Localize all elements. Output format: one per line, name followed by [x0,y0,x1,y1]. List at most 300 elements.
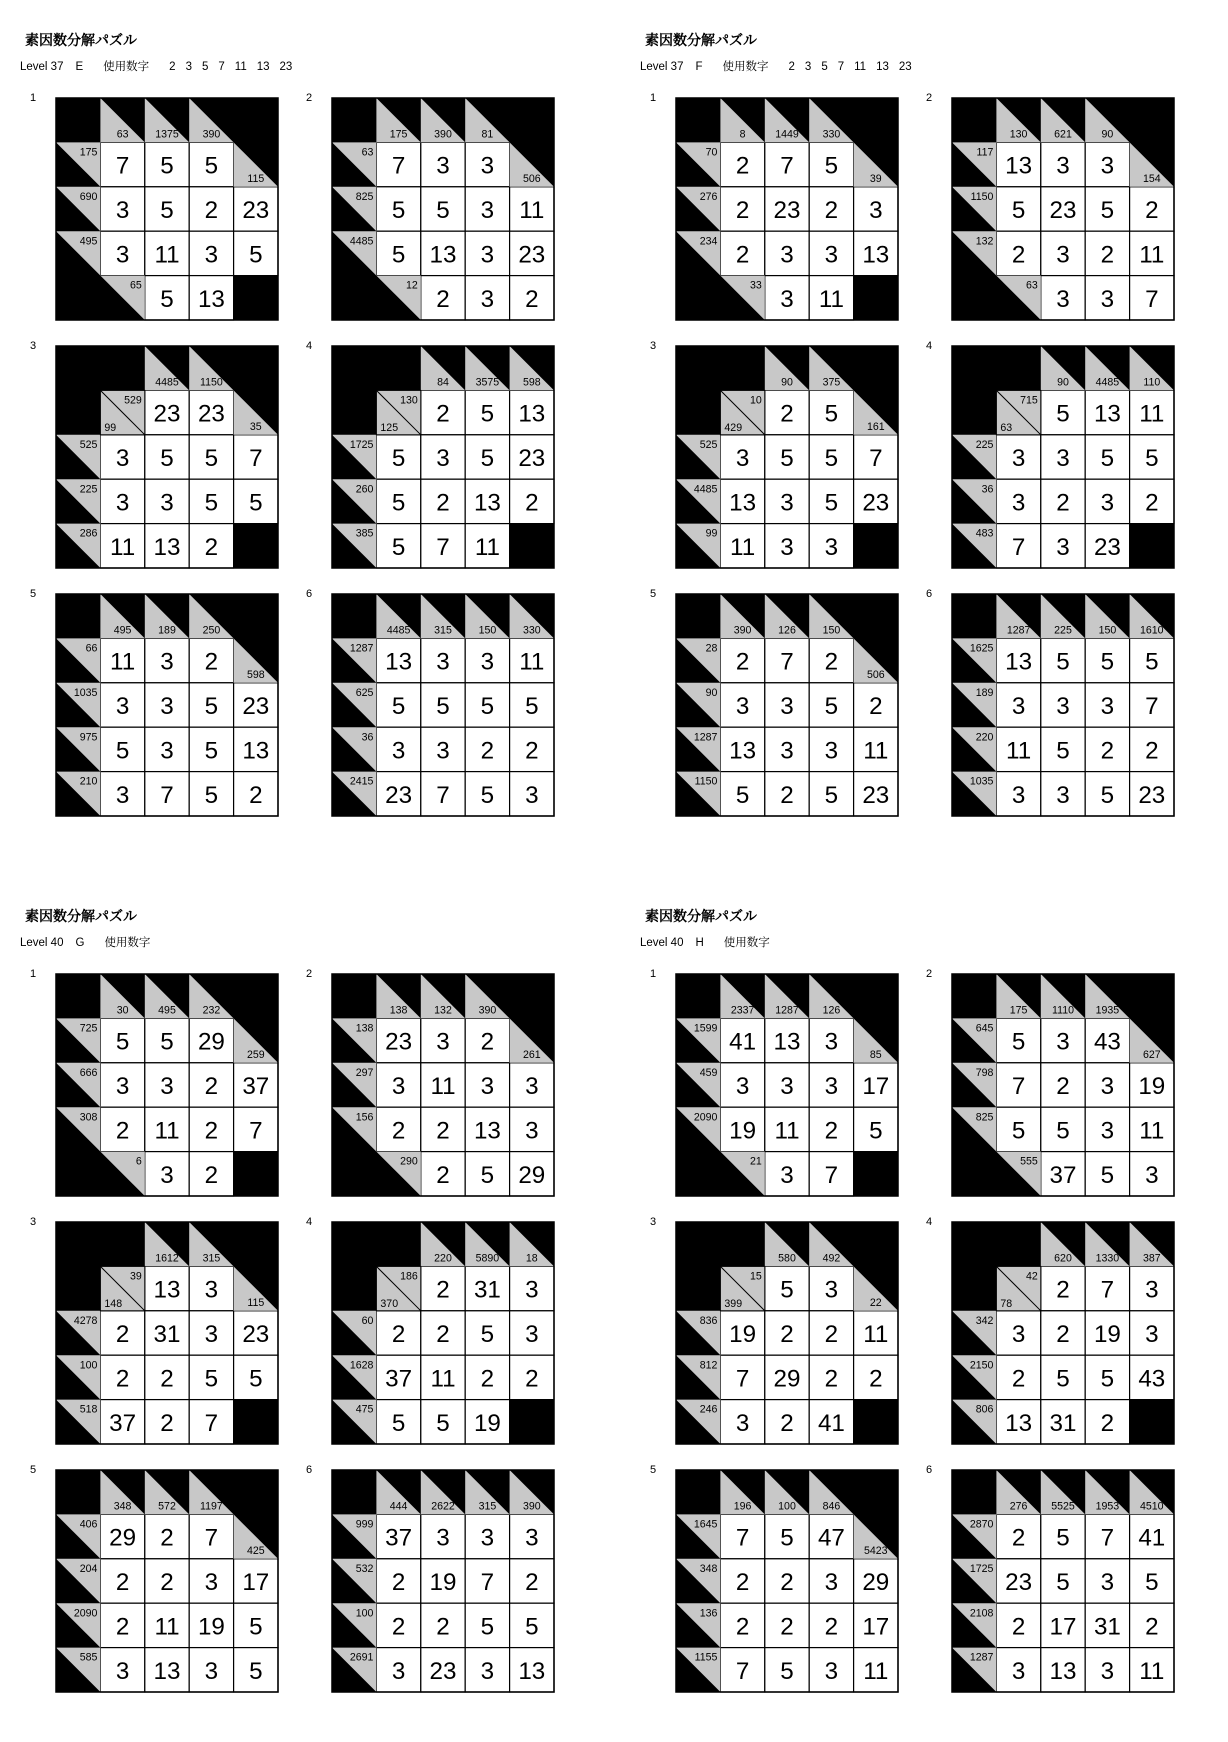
column-clue: 63 [116,128,129,141]
row-clue: 518 [79,1403,98,1416]
puzzle-number: 5 [650,1464,657,1476]
row-clue: 1287 [349,642,374,655]
puzzle-svg [332,1470,554,1692]
cell-number: 5 [824,693,839,721]
cell-number: 23 [385,1028,413,1056]
column-clue: 315 [478,1500,497,1513]
puzzle-number: 2 [926,92,933,104]
cell-number: 7 [204,1524,219,1552]
section-subtitle [640,934,770,950]
column-clue: 138 [389,1004,408,1017]
cell-number: 31 [1049,1409,1077,1437]
cell-number: 5 [824,781,839,809]
cell-number: 7 [160,781,174,809]
cell-number: 2 [525,489,539,517]
cell-number: 5 [204,1365,219,1393]
cell-number: 2 [391,1569,406,1597]
cell-number: 5 [780,445,794,473]
puzzle-grid [332,1470,554,1692]
cell-number: 5 [1056,400,1070,428]
cell-number: 2 [160,1409,174,1437]
row-clue: 65 [129,279,142,292]
column-clue: 100 [778,1500,796,1513]
row-clue: 1599 [693,1022,718,1035]
column-clue: 232 [202,1004,221,1017]
cell-number: 11 [519,197,545,225]
row-clue: 1150 [970,190,994,203]
cell-number: 2 [1056,1073,1070,1101]
column-clue: 598 [522,376,541,389]
puzzle-grid [952,594,1174,816]
row-clue: 1725 [349,438,374,451]
cell-number: 3 [436,152,450,180]
cell-number: 5 [249,1613,263,1641]
cell-number: 2 [480,1365,495,1393]
cell-number: 2 [1056,1276,1070,1304]
row-clue: 70 [705,146,718,159]
cell-number: 11 [430,1073,456,1101]
cell-number: 7 [1100,1276,1115,1304]
row-clue: 225 [975,438,994,451]
column-clue: 8 [739,128,746,141]
row-clue: 4278 [73,1314,98,1327]
cell-number: 23 [242,693,270,721]
column-clue: 90 [1057,376,1069,389]
column-clue: 81 [481,128,494,141]
cell-number: 2 [735,648,750,676]
cell-number: 2 [1145,1613,1159,1641]
cell-number: 5 [204,445,219,473]
cell-number: 23 [242,1321,270,1349]
cell-number: 3 [160,489,174,517]
row-clue: 342 [975,1314,994,1327]
column-clue: 115 [247,1296,265,1309]
column-clue: 330 [822,128,841,141]
cell-number: 5 [1056,737,1070,765]
cell-number: 7 [780,648,794,676]
cell-number: 7 [480,1569,495,1597]
cell-number: 2 [869,1365,883,1393]
row-clue: 220 [975,731,994,744]
cell-number: 2 [1145,737,1159,765]
puzzle-number: 2 [306,92,313,104]
set-label: F [695,61,703,73]
cell-number: 3 [160,737,174,765]
puzzle-grid [676,346,898,568]
cell-number: 2 [436,489,450,517]
row-clue: 1287 [969,1651,994,1664]
cell-number: 11 [1139,1657,1165,1685]
column-clue: 150 [1098,624,1117,637]
cell-number: 3 [780,241,794,269]
cell-number: 2 [480,737,495,765]
cell-number: 5 [436,693,450,721]
cell-number: 3 [780,1073,794,1101]
cell-number: 2 [249,781,263,809]
column-clue: 1287 [1006,624,1031,637]
cell-number: 11 [730,533,756,561]
cell-number: 13 [518,1657,546,1685]
column-clue: 390 [202,128,221,141]
cell-number: 3 [480,1657,495,1685]
digits-label: 使用数字 [103,61,150,73]
column-clue: 1110 [1052,1004,1074,1017]
column-clue: 348 [113,1500,132,1513]
cell-number: 3 [480,197,495,225]
cell-number: 2 [204,1161,219,1189]
row-clue: 348 [699,1562,718,1575]
cell-number: 13 [385,648,413,676]
puzzle-svg [56,1222,278,1444]
cell-number: 3 [735,1073,750,1101]
cell-number: 2 [1100,241,1115,269]
cell-number: 5 [824,445,839,473]
puzzle-grid [676,1470,898,1692]
column-clue: 1287 [775,1004,799,1017]
column-clue: 492 [822,1252,841,1265]
cell-number: 13 [1005,648,1033,676]
column-clue: 330 [522,624,541,637]
column-clue: 90 [781,376,793,389]
row-clue: 2090 [73,1607,98,1620]
cell-number: 5 [160,197,174,225]
cell-number: 2 [824,1117,839,1145]
column-clue: 39 [869,172,882,185]
cell-number: 11 [154,241,180,269]
cell-number: 3 [1100,1117,1115,1145]
cell-number: 3 [525,1524,539,1552]
cell-number: 13 [473,489,501,517]
cell-number: 2 [115,1117,130,1145]
cell-number: 37 [385,1365,413,1393]
cell-number: 2 [780,1321,794,1349]
cell-number: 13 [1005,152,1033,180]
row-clue: 100 [79,1359,98,1372]
corner-lower-clue: 148 [104,1297,123,1310]
row-clue: 21 [749,1155,762,1168]
row-clue: 999 [355,1518,374,1531]
cell-number: 13 [197,285,225,313]
cell-number: 5 [480,1161,495,1189]
cell-number: 2 [1011,241,1026,269]
puzzle-grid [332,1222,554,1444]
puzzle-grid [952,346,1174,568]
section-subtitle [640,58,912,74]
column-clue: 1449 [775,128,799,141]
cell-number: 7 [869,445,883,473]
cell-number: 3 [115,445,130,473]
cell-number: 3 [204,1569,219,1597]
cell-number: 2 [1011,1524,1026,1552]
row-clue: 806 [975,1403,994,1416]
puzzle-grid [332,98,554,320]
corner-upper-clue: 186 [400,1270,418,1283]
puzzle-grid [56,1222,278,1444]
puzzle-number: 6 [306,1464,313,1476]
cell-number: 3 [1011,1321,1026,1349]
cell-number: 3 [1100,285,1115,313]
cell-number: 11 [110,533,136,561]
puzzle-svg [952,98,1174,320]
digits-label: 使用数字 [722,61,769,73]
cell-number: 11 [1139,1117,1165,1145]
digit-value: 7 [837,61,845,73]
puzzle-svg [952,1470,1174,1692]
column-clue: 110 [1143,376,1161,389]
cell-number: 7 [1145,693,1159,721]
cell-number: 3 [1100,693,1115,721]
column-clue: 620 [1054,1252,1072,1265]
cell-number: 5 [391,197,406,225]
cell-number: 37 [109,1409,137,1437]
puzzle-svg [676,98,898,320]
cell-number: 13 [153,533,181,561]
cell-number: 3 [824,241,839,269]
cell-number: 5 [204,737,219,765]
cell-number: 2 [1100,737,1115,765]
cell-number: 2 [436,1321,450,1349]
row-clue: 2090 [693,1111,718,1124]
row-clue: 483 [975,527,994,540]
cell-number: 7 [204,1409,219,1437]
cell-number: 5 [824,152,839,180]
cell-number: 11 [1139,241,1165,269]
cell-number: 2 [1056,489,1070,517]
cell-number: 3 [780,533,794,561]
row-clue: 2415 [349,775,374,788]
digit-value: 5 [201,61,209,73]
puzzle-number: 5 [30,1464,37,1476]
puzzle-number: 5 [30,588,37,600]
column-clue: 425 [246,1544,265,1557]
column-clue: 444 [389,1500,408,1513]
row-clue: 156 [355,1111,374,1124]
cell-number: 5 [249,1365,263,1393]
cell-number: 5 [391,1409,406,1437]
row-clue: 225 [79,483,98,496]
cell-number: 43 [1093,1028,1121,1056]
cell-number: 3 [436,445,450,473]
cell-number: 2 [436,1276,450,1304]
cell-number: 2 [1100,1409,1115,1437]
cell-number: 2 [1056,1321,1070,1349]
cell-number: 13 [429,241,457,269]
puzzle-number: 1 [30,968,37,980]
row-clue: 625 [355,686,374,699]
cell-number: 5 [869,1117,883,1145]
corner-upper-clue: 15 [749,1270,762,1283]
column-clue: 175 [389,128,408,141]
column-clue: 387 [1142,1252,1161,1265]
column-clue: 132 [434,1004,452,1017]
puzzle-number: 5 [650,588,657,600]
cell-number: 2 [869,693,883,721]
cell-number: 2 [525,1365,539,1393]
cell-number: 23 [773,197,801,225]
puzzle-grid [332,974,554,1196]
column-clue: 196 [733,1500,752,1513]
puzzle-svg [56,974,278,1196]
digit-value: 7 [218,61,225,73]
row-clue: 2870 [969,1518,994,1531]
cell-number: 23 [518,241,546,269]
cell-number: 19 [1093,1321,1121,1349]
cell-number: 17 [862,1073,890,1101]
cell-number: 13 [1049,1657,1077,1685]
row-clue: 276 [699,190,718,203]
cell-number: 3 [780,693,794,721]
level-label: Level 37 [20,61,64,73]
row-clue: 690 [79,190,98,203]
row-clue: 1035 [969,775,994,788]
cell-number: 3 [1056,533,1070,561]
row-clue: 1287 [693,731,718,744]
cell-number: 2 [115,1569,130,1597]
corner-upper-clue: 10 [749,394,762,407]
puzzle-grid [676,594,898,816]
row-clue: 297 [355,1066,374,1079]
column-clue: 30 [116,1004,129,1017]
row-clue: 63 [361,146,374,159]
cell-number: 11 [154,1613,180,1641]
cell-number: 5 [1145,648,1159,676]
cell-number: 3 [824,1028,839,1056]
puzzle-grid [952,974,1174,1196]
row-clue: 60 [361,1314,374,1327]
column-clue: 189 [158,624,176,637]
row-clue: 1035 [73,686,98,699]
cell-number: 31 [473,1276,501,1304]
column-clue: 261 [522,1048,541,1061]
row-clue: 975 [79,731,98,744]
row-clue: 1645 [693,1518,718,1531]
corner-lower-clue: 429 [724,421,743,434]
cell-number: 11 [474,533,500,561]
corner-lower-clue: 370 [380,1297,399,1310]
cell-number: 11 [519,648,545,676]
cell-number: 3 [780,285,794,313]
puzzle-number: 4 [926,340,933,352]
column-clue: 150 [822,624,841,637]
row-clue: 385 [355,527,374,540]
column-clue: 598 [246,668,265,681]
cell-number: 3 [480,1524,495,1552]
cell-number: 3 [1011,1657,1026,1685]
row-clue: 100 [355,1607,374,1620]
cell-number: 5 [1100,197,1115,225]
puzzle-number: 4 [306,340,313,352]
row-clue: 475 [355,1403,374,1416]
puzzle-number: 3 [650,1216,657,1228]
cell-number: 3 [1056,693,1070,721]
cell-number: 5 [391,489,406,517]
row-clue: 525 [699,438,718,451]
puzzle-grid [676,1222,898,1444]
cell-number: 2 [824,197,839,225]
cell-number: 2 [160,1365,174,1393]
cell-number: 5 [824,489,839,517]
cell-number: 2 [780,781,794,809]
cell-number: 3 [160,1161,174,1189]
cell-number: 2 [780,1569,794,1597]
cell-number: 3 [1145,1161,1159,1189]
puzzle-svg [56,98,278,320]
cell-number: 5 [525,1613,539,1641]
cell-number: 7 [1145,285,1159,313]
cell-number: 3 [869,197,883,225]
cell-number: 23 [862,489,890,517]
column-clue: 1330 [1095,1252,1120,1265]
row-clue: 66 [85,642,98,655]
cell-number: 3 [525,1276,539,1304]
row-clue: 117 [976,146,994,159]
cell-number: 3 [480,152,495,180]
cell-number: 7 [436,781,450,809]
row-clue: 4485 [349,235,374,248]
column-clue: 506 [866,668,885,681]
cell-number: 2 [1145,197,1159,225]
puzzle-number: 1 [650,968,657,980]
section-title: 素因数分解パズル [645,32,757,48]
cell-number: 5 [249,1657,263,1685]
cell-number: 3 [204,241,219,269]
row-clue: 4485 [693,483,718,496]
corner-lower-clue: 78 [1000,1297,1013,1310]
column-clue: 276 [1009,1500,1028,1513]
cell-number: 5 [249,489,263,517]
row-clue: 136 [699,1607,718,1620]
cell-number: 3 [780,489,794,517]
cell-number: 3 [115,781,130,809]
cell-number: 3 [391,737,406,765]
level-label: Level 37 [640,61,684,73]
cell-number: 23 [197,400,225,428]
cell-number: 5 [391,445,406,473]
row-clue: 825 [975,1111,994,1124]
cell-number: 11 [1139,400,1165,428]
cell-number: 3 [1056,152,1070,180]
cell-number: 5 [1056,1524,1070,1552]
column-clue: 161 [866,420,885,433]
cell-number: 5 [1145,1569,1159,1597]
column-clue: 18 [525,1252,538,1265]
row-clue: 290 [400,1155,418,1168]
row-clue: 825 [355,190,374,203]
cell-number: 3 [824,1276,839,1304]
cell-number: 3 [115,1657,130,1685]
column-clue: 495 [113,624,132,637]
column-clue: 1953 [1095,1500,1120,1513]
cell-number: 5 [436,197,450,225]
row-clue: 585 [79,1651,98,1664]
row-clue: 204 [79,1562,98,1575]
cell-number: 5 [160,1028,174,1056]
column-clue: 220 [434,1252,452,1265]
cell-number: 2 [204,648,219,676]
column-clue: 1150 [200,376,223,389]
column-clue: 315 [434,624,452,637]
column-clue: 126 [778,624,796,637]
cell-number: 23 [862,781,890,809]
row-clue: 666 [79,1066,98,1079]
cell-number: 3 [824,533,839,561]
cell-number: 19 [197,1613,225,1641]
set-label: E [75,61,84,73]
cell-number: 3 [436,1524,450,1552]
cell-number: 5 [249,241,263,269]
cell-number: 3 [115,197,130,225]
cell-number: 23 [153,400,181,428]
